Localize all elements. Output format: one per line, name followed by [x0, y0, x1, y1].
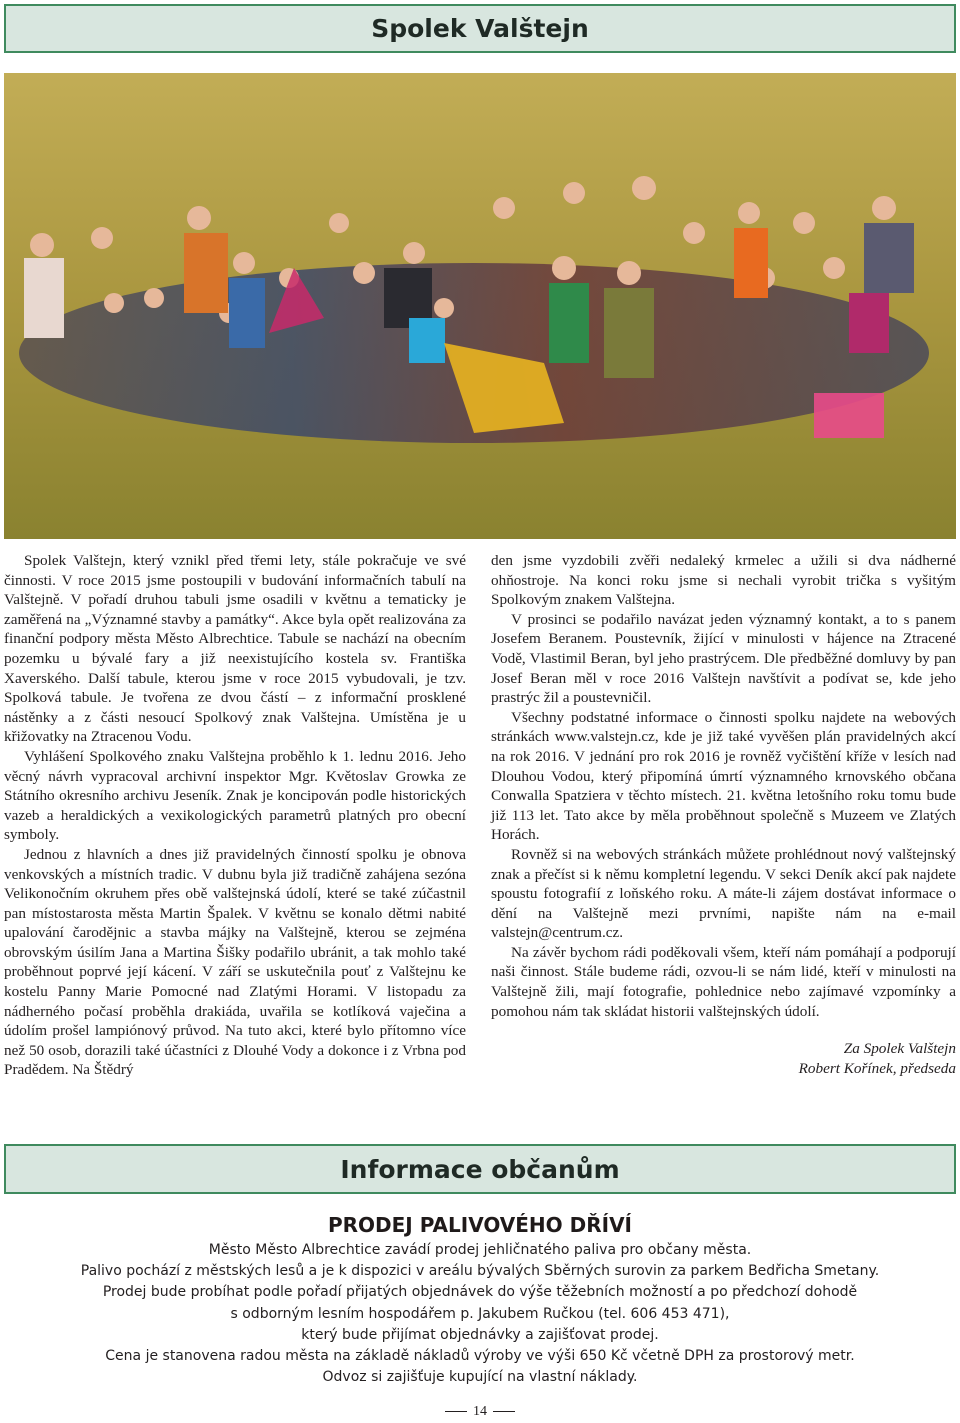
firewood-notice	[4, 1212, 956, 1388]
article-paragraph: Vyhlášení Spolkového znaku Valštejna proběhlo k 1. lednu 2016. Jeho věcný návrh vypracoval archivní inspektor Mgr. Květoslav Growka ze Státního okresního archivu Jeseník. Znak je koncipován podle historických vazeb a heraldických a vexikologických parametrů platných pro obecní symboly.	[4, 747, 466, 844]
article-paragraph: Na závěr bychom rádi poděkovali všem, kteří nám pomáhají a podporují naši činnost. Stále budeme rádi, ozvou-li se nám lidé, kteří v minulosti na Valštejně žili, mají fotografie, pohlednice nebo zajímavé vzpomínky a pomohou nám tak skládat historii valštejnských údolí.	[491, 943, 956, 1020]
article-paragraph: V prosinci se podařilo navázat jeden významný kontakt, a to s panem Josefem Beranem. Poustevník, žijící v minulosti v hájence na Ztracené Vodě, Vlastimil Beran, byl jeho prastrýcem. Dle předběžné domluvy by pan Josef Beran měl v roce 2016 Valštejn navštívit a podívat se, kde jeho prastrýc žil a poustevničil.	[491, 610, 956, 707]
page-number-dash	[445, 1411, 467, 1412]
notice-line: Palivo pochází z městských lesů a je k dispozici v areálu bývalých Sběrných surovin za parkem Bedřicha Smetany.	[80, 1263, 880, 1280]
page-number	[0, 1404, 960, 1420]
notice-line: který bude přijímat objednávky a zajišťovat prodej.	[301, 1326, 659, 1343]
section-banner-spolek	[4, 4, 956, 53]
article-paragraph: Rovněž si na webových stránkách můžete prohlédnout nový valštejnský znak a přečíst si k němu kompletní legendu. V sekci Deník akcí pak najdete spoustu fotografií z loňského roku. A máte-li zájem dostávat informace o dění na Valštejně mezi prvními, napište nám na e-mail valstejn@centrum.cz.	[491, 845, 956, 942]
page-title: Spolek Valštejn	[371, 14, 589, 43]
notice-line: Cena je stanovena radou města na základě nákladů výroby ve výši 650 Kč včetně DPH za prostorový metr.	[105, 1348, 855, 1365]
article-paragraph: Všechny podstatné informace o činnosti spolku najdete na webových stránkách www.valstejn.cz, kde je již také vyvěšen plán pravidelných akcí na rok 2016. V jednání pro rok 2016 je rovněž vyčištění kříže v lesích nad Dlouhou Vodou, který připomíná úmrtí významného krnovského občana Conwalla Spatziera v těchto místech. 21. května letošního roku tomu bude již 113 let. Tato akce by měla proběhnout společně s Muzeem ve Zlatých Horách.	[491, 708, 956, 844]
notice-line: Odvoz si zajišťuje kupující na vlastní náklady.	[322, 1369, 638, 1386]
signature-author: Robert Kořínek, předseda	[798, 1059, 956, 1077]
signature	[491, 1039, 956, 1078]
section-title: Informace občanům	[340, 1154, 620, 1184]
article-column-left	[4, 551, 466, 1080]
page-number-value: 14	[473, 1404, 487, 1419]
article-paragraph: Jednou z hlavních a dnes již pravidelných činností spolku je obnova venkovských a místních tradic. V dubnu byla již tradičně zahájena sezóna Velikonočním okruhem přes obě valštejnská údolí, které se také zúčastnil pan místostarosta města Martin Špalek. V květnu se konalo dětmi nabité upalování čarodějnic a stavba májky na Valštejně, kterou se zejména obrovským úsilím Jana a Martina Šišky podařilo ubránit, a tak mohlo také proběhnout poprvé její kácení. V září se uskutečnila pouť z Valštejnu ke kostelu Panny Marie Pomocné nad Zlatými Horami. V listopadu za nádherného počasí proběhla drakiáda, uvařila se kotlíková vaječina a údolím prošel lampiónový průvod. Na tuto akci, které bylo přítomno více než 50 osob, dorazili také účastníci z Dlouhé Vody a dokonce i z Vrbna pod Pradědem. Na Štědrý	[4, 845, 466, 1079]
group-photo	[4, 73, 956, 539]
article-column-right	[491, 551, 956, 1078]
article-paragraph: Spolek Valštejn, který vznikl před třemi lety, stále pokračuje ve své činnosti. V roce 2015 jsme postoupili v budování informačních tabulí na Valštejně. V pořadí druhou tabuli jsme osadili v květnu a tematicky je zaměřená na „Významné stavby a památky“. Akce byla opět realizována za finanční podpory města Město Albrechtice. Tabule se nachází na obecním pozemku u bývalé fary a již neexistujícího kostela sv. Františka Xaverského. Další tabule, kterou jsme v roce 2015 vybudovali, je tzv. Spolková tabule. Je tvořena ze dvou částí – z informační prosklené nástěnky a z části nesoucí Spolkový znak Valštejna. Umístěna je u křižovatky na Ztracenou Vodu.	[4, 552, 466, 746]
page-number-dash	[493, 1411, 515, 1412]
notice-line: s odborným lesním hospodářem p. Jakubem Ručkou (tel. 606 453 471),	[230, 1305, 730, 1322]
group-photo-icon	[4, 73, 956, 539]
notice-line: Město Město Albrechtice zavádí prodej jehličnatého paliva pro občany města.	[208, 1242, 752, 1258]
notice-line: Prodej bude probíhat podle pořadí přijatých objednávek do výše těžebních možností a po předchozí dohodě	[102, 1284, 858, 1301]
article-paragraph: den jsme vyzdobili zvěři nedaleký krmelec a užili si dva nádherné ohňostroje. Na konci roku jsme si nechali vyrobit trička s vyšitým Spolkovým znakem Valštejna.	[491, 552, 956, 609]
section-banner-informace	[4, 1144, 956, 1194]
signature-org: Za Spolek Valštejn	[843, 1040, 956, 1058]
notice-heading: PRODEJ PALIVOVÉHO DŘÍVÍ	[327, 1213, 632, 1237]
